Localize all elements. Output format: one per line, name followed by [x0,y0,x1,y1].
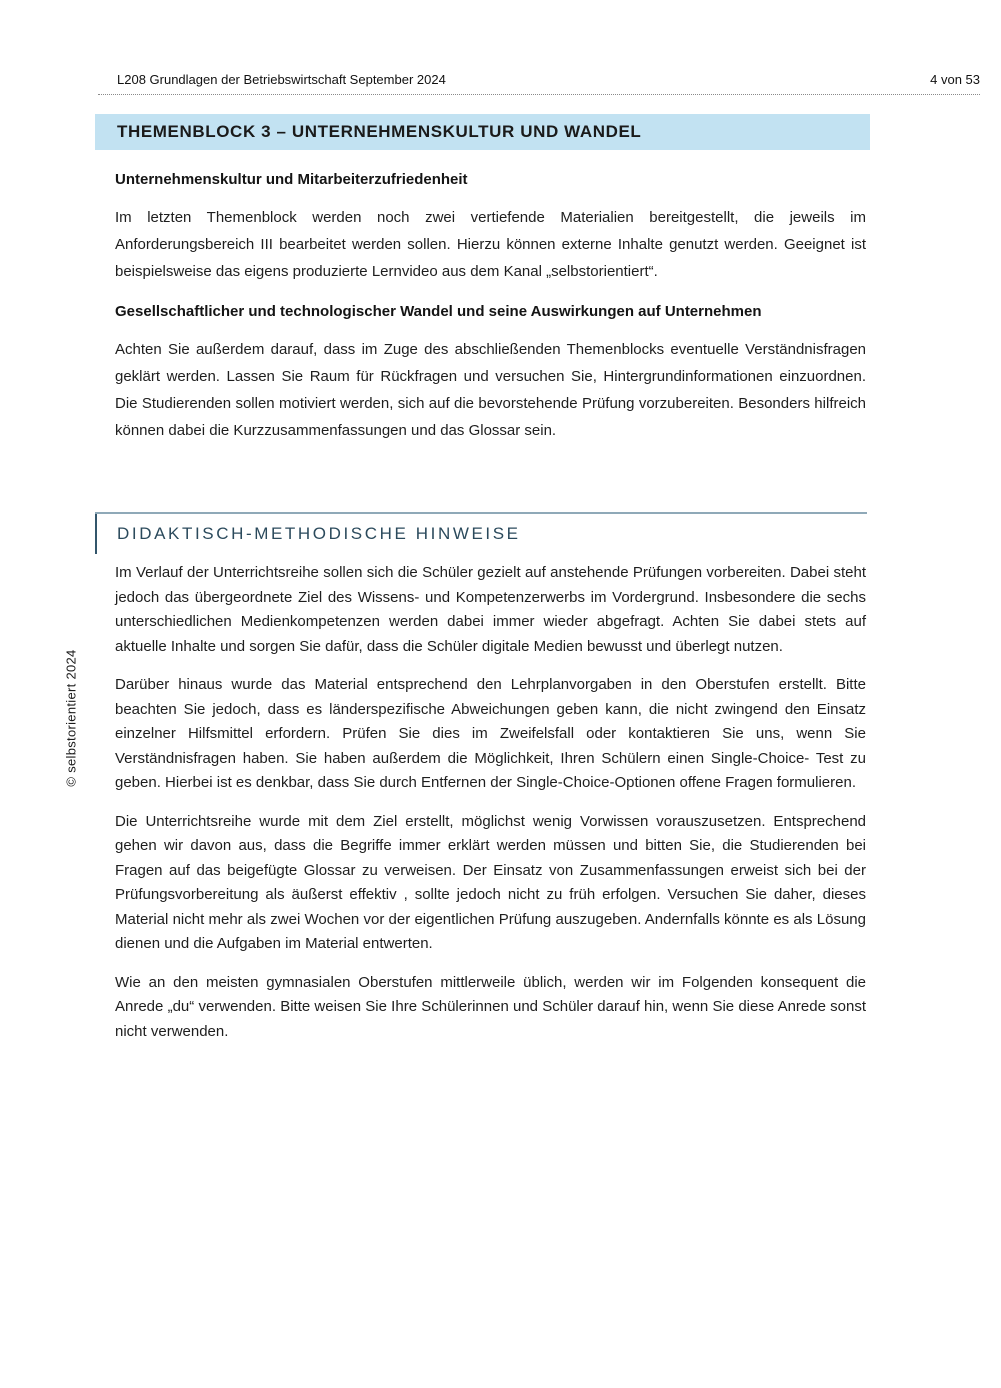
hints-paragraph-4: Wie an den meisten gymnasialen Oberstufen mittlerweile üblich, werden wir im Folgenden konsequent die Anrede „du“ verwenden. Bitte weisen Sie Ihre Schülerinnen und Schüler darauf hin, wenn Sie diese Anrede sonst nicht verwenden. [115,973,866,1040]
hints-section-body [115,561,866,1058]
hints-section-title: DIDAKTISCH-METHODISCHE HINWEISE [95,514,867,554]
subheading-wandel: Gesellschaftlicher und technologischer Wandel und seine Auswirkungen auf Unternehmen [115,303,762,320]
subheading-unternehmenskultur: Unternehmenskultur und Mitarbeiterzufriedenheit [115,171,468,188]
hints-paragraph-3: Die Unterrichtsreihe wurde mit dem Ziel erstellt, möglichst wenig Vorwissen vorauszusetzen. Entsprechend gehen wir davon aus, dass die Begriffe immer erklärt werden müssen und bitten Sie, die Studierenden bei Fragen auf das beigefügte Glossar zu verweisen. Der Einsatz von Zusammenfassungen erweist sich bei der Prüfungsvorbereitung als äußerst effektiv , sollte jedoch nicht zu früh erfolgen. Versuchen Sie daher, dieses Material nicht mehr als zwei Wochen vor der eigentlichen Prüfung auszugeben. Andernfalls könnte es als Lösung dienen und die Aufgaben im Material entwerten. [115,812,866,952]
document-title: L208 Grundlagen der Betriebswirtschaft September 2024 [117,72,446,87]
themenblock-banner [95,114,870,150]
intro-paragraph-2: Achten Sie außerdem darauf, dass im Zuge des abschließenden Themenblocks eventuelle Verständnisfragen geklärt werden. Lassen Sie Raum für Rückfragen und versuchen Sie, Hintergrundinformationen einzuordnen. Die Studierenden sollen motiviert werden, sich auf die bevorstehende Prüfung vorzubereiten. Besonders hilfreich können dabei die Kurzzusammenfassungen und das Glossar sein. [115,341,866,439]
intro-paragraph-1: Im letzten Themenblock werden noch zwei vertiefende Materialien bereitgestellt, die jeweils im Anforderungsbereich III bearbeitet werden sollen. Hierzu können externe Inhalte genutzt werden. Geeignet ist beispielsweise das eigens produzierte Lernvideo aus dem Kanal „selbstorientiert“. [115,209,866,280]
vertical-copyright: © selbstorientiert 2024 [63,649,79,787]
themenblock-banner-title: THEMENBLOCK 3 – UNTERNEHMENSKULTUR UND WANDEL [117,122,642,141]
hints-paragraph-1: Im Verlauf der Unterrichtsreihe sollen sich die Schüler gezielt auf anstehende Prüfungen vorbereiten. Dabei steht jedoch das übergeordnete Ziel des Wissens- und Kompetenzerwerbs im Vordergrund. Insbesondere die sechs unterschiedlichen Medienkompetenzen werden dabei immer wieder abgefragt. Achten Sie dabei stets auf aktuelle Inhalte und sorgen Sie dafür, dass die Schüler digitale Medien bewusst und überlegt nutzen. [115,564,866,655]
running-header [98,72,980,95]
hints-section-header [95,512,867,554]
page-number: 4 von 53 [930,72,980,87]
hints-paragraph-2: Darüber hinaus wurde das Material entsprechend den Lehrplanvorgaben in den Oberstufen erstellt. Bitte beachten Sie jedoch, dass es länderspezifische Abweichungen geben kann, die nicht zwingend den Einsatz einzelner Hilfsmittel erfordern. Prüfen Sie dies im Zweifelsfall oder kontaktieren Sie uns, wenn Sie Verständnisfragen haben. Sie haben außerdem die Möglichkeit, Ihren Schülern einen Single-Choice- Test zu geben. Hierbei ist es denkbar, dass Sie durch Entfernen der Single-Choice-Optionen offene Fragen formulieren. [115,676,866,791]
intro-section [115,170,866,444]
